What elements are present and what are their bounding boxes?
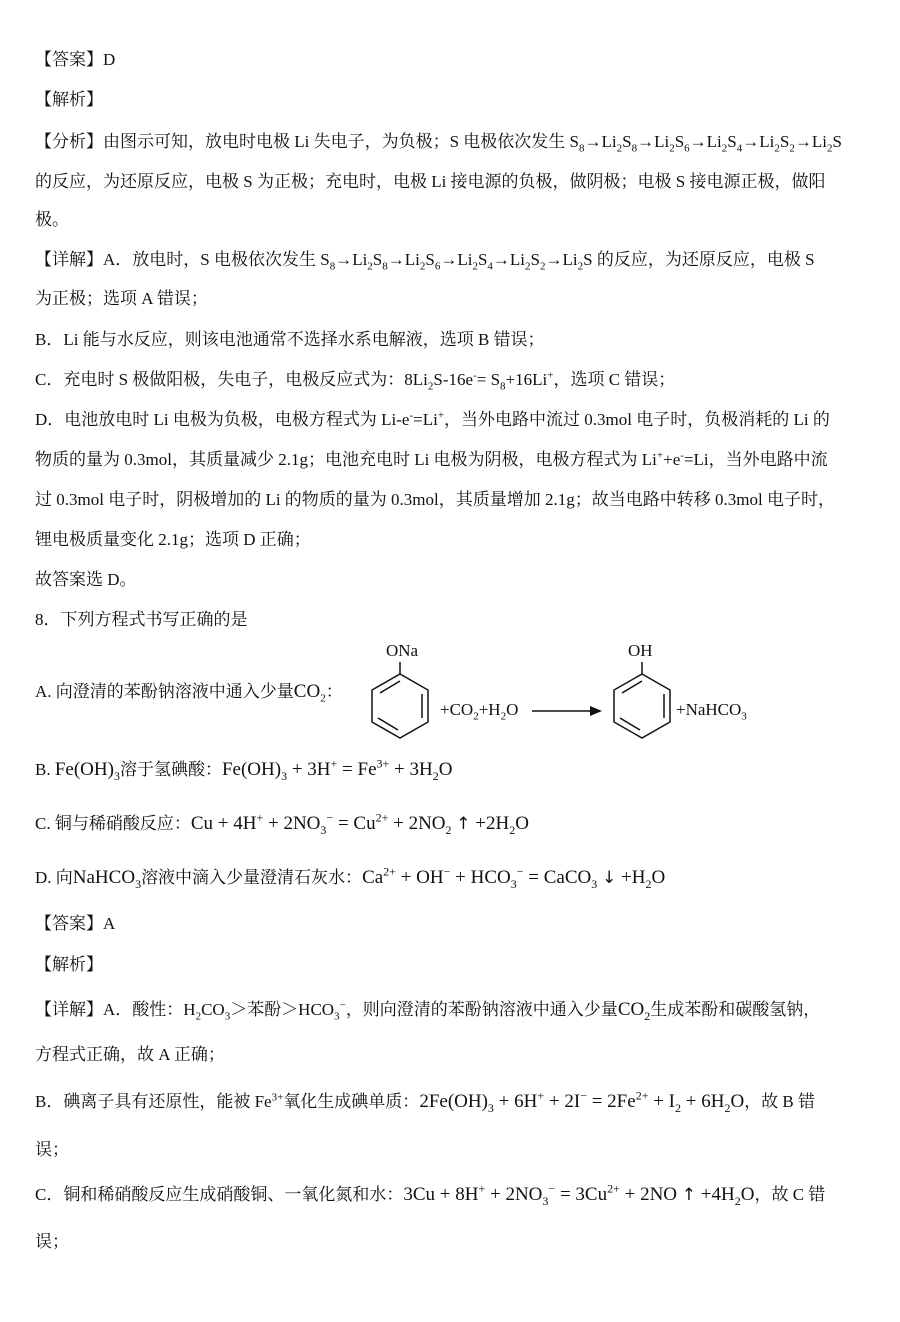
detail2-a-mid2: ＞苯酚＞HCO — [230, 1000, 335, 1019]
detail-c-mid2: = S — [476, 370, 501, 389]
detail-d-pre: D．电池放电时 Li 电极为负极，电极方程式为 Li-e — [35, 410, 410, 429]
detail-d-line-4: 锂电极质量变化 2.1g；选项 D 正确； — [35, 530, 311, 549]
detail-d-mid: =Li — [413, 410, 438, 429]
detail2-b-line-1: B．碘离子具有还原性，能被 $Fe^{3+}$氧化生成碘单质：$2Fe(OH)_3 + 6H^+ + 2I^- = 2Fe^{2+} + I_2 + 6H_2O$，故 B 错 — [35, 1088, 816, 1115]
oh-label: OH — [628, 641, 653, 660]
detail-d-tail: ，当外电路中流过 0.3mol 电子时，负极消耗的 Li 的 — [444, 410, 830, 429]
option-b-label: B. — [35, 760, 51, 779]
detail2-c-line-1: C．铜和稀硝酸反应生成硝酸铜、一氧化氮和水：$3Cu + 8H^+ + 2NO_3^- = 3Cu^{2+} + 2NO$ ↑ $+4H_2O$，故 C 错 — [35, 1181, 826, 1208]
detail-a-text: 【详解】A．放电时，S 电极依次发生 S — [35, 250, 330, 269]
fenxi-line-3: 极。 — [35, 210, 69, 229]
option-b-text: 溶于氢碘酸： — [119, 760, 222, 779]
option-a-h2o: +H — [478, 700, 501, 719]
detail-c-line: C．充电时 S 极做阳极，失电子，电极反应式为：$8Li_2S-16e^-= S_8+16Li^+$，选项 C 错误； — [35, 369, 676, 393]
option-a-text: A. 向澄清的苯酚钠溶液中通入少量 — [35, 682, 294, 701]
detail2-b-tail: ，故 B 错 — [744, 1092, 816, 1111]
option-a-co2-plus: +CO — [440, 700, 474, 719]
question-8-stem: 8．下列方程式书写正确的是 — [35, 610, 248, 629]
ona-label: ONa — [386, 641, 419, 660]
option-b-line: B. $Fe(OH)_3$溶于氢碘酸：$Fe(OH)_3 + 3H^+ = Fe^{3+} + 3H_2O$ — [35, 756, 453, 783]
option-d-text: 溶液中滴入少量澄清石灰水： — [141, 868, 363, 887]
detail-c-tail: ，选项 C 错误； — [553, 370, 676, 389]
fenxi-line-2: 的反应，为还原反应，电极 S 为正极；充电时，电极 Li 接电源的负极，做阴极；电极 S 接电源正极，做阳 — [35, 172, 826, 191]
option-a-product: +NaHCO$_3$ — [676, 700, 747, 723]
detail2-c-tail: ，故 C 错 — [754, 1185, 826, 1204]
option-d-line: D. 向NaHCO$_3$溶液中滴入少量澄清石灰水：$Ca^{2+} + OH^- + HCO_3^-$ = CaCO$_3$ ↓ $+H_2O$ — [35, 864, 666, 891]
option-a-reagents: $+CO_2+H_2O$ — [440, 700, 519, 723]
option-a-colon: ： — [325, 682, 343, 701]
detail-b-line: B．Li 能与水反应，则该电池通常不选择水系电解液，选项 B 错误； — [35, 330, 545, 349]
analysis-heading-1: 【解析】 — [35, 90, 103, 109]
detail-d-line-3: 过 0.3mol 电子时，阴极增加的 Li 的物质的量为 0.3mol，其质量增加 2.1g；故当电路中转移 0.3mol 电子时， — [35, 490, 835, 509]
analysis-title-2: 解析 — [52, 955, 86, 974]
option-c-line: C. 铜与稀硝酸反应：$Cu + 4H^+ + 2NO_3^- = Cu^{2+} + 2NO_2$ ↑ $+2H_2O$ — [35, 810, 529, 837]
detail-d-line-2: 物质的量为 0.3mol，其质量减少 2.1g；电池充电时 Li 电极为阴极，电极方程式为 Li++e-=Li，当外电路中流 — [35, 449, 828, 469]
detail-a-tail: 的反应，为还原反应，电极 S — [596, 250, 815, 269]
detail2-c-pre: C．铜和稀硝酸反应生成硝酸铜、一氧化氮和水： — [35, 1185, 404, 1204]
detail-a-line-1: 【详解】A．放电时，S 电极依次发生 $S_8\to Li_2S_8\to Li_2S_6\to Li_2S_4\to Li_2S_2\to Li_2S$ 的反应，为还原反应，电极 S — [35, 250, 815, 273]
reaction-arrow-icon — [532, 702, 602, 722]
detail2-b-mid: 氧化生成碘单质： — [283, 1092, 420, 1111]
fenxi-text-1: 【分析】由图示可知，放电时电极 Li 失电子，为负极；S 电极依次发生 S — [35, 132, 580, 151]
option-a-co2: CO — [293, 681, 321, 702]
detail-c-mid: S-16e — [433, 370, 474, 389]
detail-d2-mid: +e — [663, 450, 681, 469]
detail-a-line-2: 为正极；选项 A 错误； — [35, 289, 208, 308]
answer-label-1: 【答案】D — [35, 50, 116, 69]
fenxi-line-1: 【分析】由图示可知，放电时电极 Li 失电子，为负极；S 电极依次发生 $S_8\to Li_2S_8\to Li_2S_6\to Li_2S_4\to Li_2S_2\to Li_2S$ — [35, 132, 842, 155]
analysis-title-1: 解析 — [52, 90, 86, 109]
option-d-label: D. 向 — [35, 868, 73, 887]
detail-d-line-1: D．电池放电时 Li 电极为负极，电极方程式为 Li-e-=Li+，当外电路中流过 0.3mol 电子时，负极消耗的 Li 的 — [35, 409, 830, 429]
detail-end-line: 故答案选 D。 — [35, 570, 137, 589]
detail2-a-tail2: 生成苯酚和碳酸氢钠， — [650, 1000, 821, 1019]
detail2-a-line-1: 【详解】A．酸性：$H_2CO_3>$苯酚$>HCO_3^-$，则向澄清的苯酚钠溶液中通入少量$CO_2$生成苯酚和碳酸氢钠， — [35, 999, 821, 1023]
detail-c-pre: C．充电时 S 极做阳极，失电子，电极反应式为：8Li — [35, 370, 428, 389]
option-a-o: O — [506, 700, 519, 719]
benzene-ring-icon — [368, 662, 432, 747]
detail2-b-line-2: 误； — [35, 1140, 69, 1159]
detail-c-mid3: +16Li — [505, 370, 548, 389]
option-a-prefix: A. 向澄清的苯酚钠溶液中通入少量$CO_2$： — [35, 681, 343, 705]
detail-d2-tail: =Li，当外电路中流 — [683, 450, 828, 469]
detail2-a-tail: ，则向澄清的苯酚钠溶液中通入少量 — [345, 1000, 618, 1019]
phenol-ring-icon — [610, 662, 674, 747]
detail2-a-pre: 【详解】A．酸性：H — [35, 1000, 196, 1019]
analysis-heading-2: 【解析】 — [35, 955, 103, 974]
detail-d2-pre: 物质的量为 0.3mol，其质量减少 2.1g；电池充电时 Li 电极为阴极，电极方程式为 Li — [35, 450, 657, 469]
option-a-nahco3: +NaHCO — [676, 700, 742, 719]
option-c-label: C. 铜与稀硝酸反应： — [35, 814, 191, 833]
detail2-a-line-2: 方程式正确，故 A 正确； — [35, 1045, 225, 1064]
answer-label-2: 【答案】A — [35, 914, 116, 933]
detail2-a-mid: CO — [201, 1000, 225, 1019]
detail2-c-line-2: 误； — [35, 1232, 69, 1251]
detail2-b-pre: B．碘离子具有还原性，能被 Fe — [35, 1092, 272, 1111]
